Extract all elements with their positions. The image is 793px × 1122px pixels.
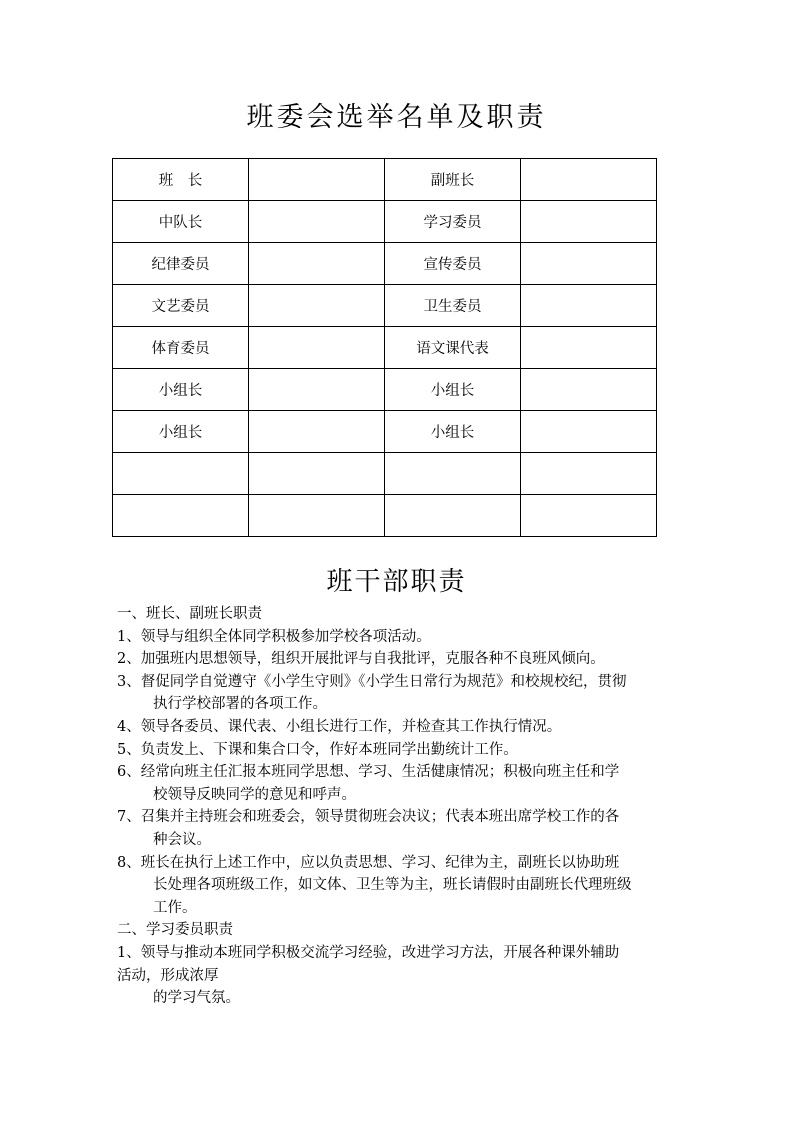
roster-row [113, 369, 657, 411]
roster-row [113, 495, 657, 537]
name-entry-cell[interactable] [249, 495, 385, 537]
position-label-cell: 语文课代表 [385, 327, 521, 369]
name-entry-cell[interactable] [521, 453, 657, 495]
name-entry-cell[interactable] [521, 243, 657, 285]
name-entry-cell[interactable] [521, 201, 657, 243]
position-label-cell: 中队长 [113, 201, 249, 243]
position-label-cell: 小组长 [113, 411, 249, 453]
duty-item: 6、经常向班主任汇报本班同学思想、学习、生活健康情况；积极向班主任和学 [117, 764, 620, 781]
duty-item: 8、班长在执行上述工作中，应以负责思想、学习、纪律为主，副班长以协助班 [117, 854, 620, 871]
position-label-cell: 卫生委员 [385, 285, 521, 327]
roster-row [113, 243, 657, 285]
duty-item-continuation: 工作。 [153, 899, 197, 916]
name-entry-cell[interactable] [249, 453, 385, 495]
position-label-cell: 班 长 [113, 159, 249, 201]
name-entry-cell[interactable] [521, 411, 657, 453]
position-label-cell: 学习委员 [385, 201, 521, 243]
duty-item-continuation: 的学习气氛。 [153, 990, 240, 1007]
section-heading: 二、学习委员职责 [117, 922, 233, 939]
position-label-cell: 体育委员 [113, 327, 249, 369]
duty-item: 4、领导各委员、课代表、小组长进行工作，并检查其工作执行情况。 [117, 718, 562, 735]
name-entry-cell[interactable] [249, 369, 385, 411]
document-title: 班委会选举名单及职责 [246, 102, 547, 133]
roster-row [113, 285, 657, 327]
name-entry-cell[interactable] [249, 201, 385, 243]
position-label-cell: 纪律委员 [113, 243, 249, 285]
name-entry-cell[interactable] [249, 411, 385, 453]
duty-item: 5、负责发上、下课和集合口令，作好本班同学出勤统计工作。 [117, 741, 518, 758]
duty-item-continuation: 长处理各项班级工作，如文体、卫生等为主，班长请假时由副班长代理班级 [153, 877, 632, 894]
duty-item: 2、加强班内思想领导，组织开展批评与自我批评，克服各种不良班风倾向。 [117, 651, 605, 668]
position-label-cell: 小组长 [113, 369, 249, 411]
position-label-cell: 副班长 [385, 159, 521, 201]
name-entry-cell[interactable] [249, 243, 385, 285]
duty-item: 7、召集并主持班会和班委会，领导贯彻班会决议；代表本班出席学校工作的各 [117, 809, 620, 826]
name-entry-cell[interactable] [521, 369, 657, 411]
roster-row [113, 201, 657, 243]
position-label-cell [113, 495, 249, 537]
duty-item-continuation: 执行学校部署的各项工作。 [153, 696, 327, 713]
duty-item: 1、领导与组织全体同学积极参加学校各项活动。 [117, 628, 431, 645]
roster-row [113, 327, 657, 369]
duty-item-continuation: 活动，形成浓厚 [117, 967, 219, 984]
duty-item: 1、领导与推动本班同学积极交流学习经验，改进学习方法，开展各种课外辅助 [117, 944, 620, 961]
class-committee-roster-table [112, 158, 657, 537]
section-heading: 一、班长、副班长职责 [117, 606, 262, 622]
position-label-cell [113, 453, 249, 495]
position-label-cell: 文艺委员 [113, 285, 249, 327]
duties-text [117, 603, 679, 1010]
duty-item-continuation: 种会议。 [153, 831, 211, 848]
name-entry-cell[interactable] [521, 495, 657, 537]
position-label-cell: 小组长 [385, 369, 521, 411]
position-label-cell [385, 453, 521, 495]
name-entry-cell[interactable] [521, 285, 657, 327]
roster-row [113, 411, 657, 453]
duty-item: 3、督促同学自觉遵守《小学生守则》《小学生日常行为规范》和校规校纪，贯彻 [117, 673, 627, 690]
position-label-cell: 宣传委员 [385, 243, 521, 285]
position-label-cell: 小组长 [385, 411, 521, 453]
roster-row [113, 453, 657, 495]
duty-item-continuation: 校领导反映同学的意见和呼声。 [153, 786, 356, 803]
name-entry-cell[interactable] [521, 159, 657, 201]
name-entry-cell[interactable] [249, 159, 385, 201]
name-entry-cell[interactable] [249, 327, 385, 369]
roster-row [113, 159, 657, 201]
name-entry-cell[interactable] [249, 285, 385, 327]
position-label-cell [385, 495, 521, 537]
section-title: 班干部职责 [326, 567, 467, 597]
name-entry-cell[interactable] [521, 327, 657, 369]
